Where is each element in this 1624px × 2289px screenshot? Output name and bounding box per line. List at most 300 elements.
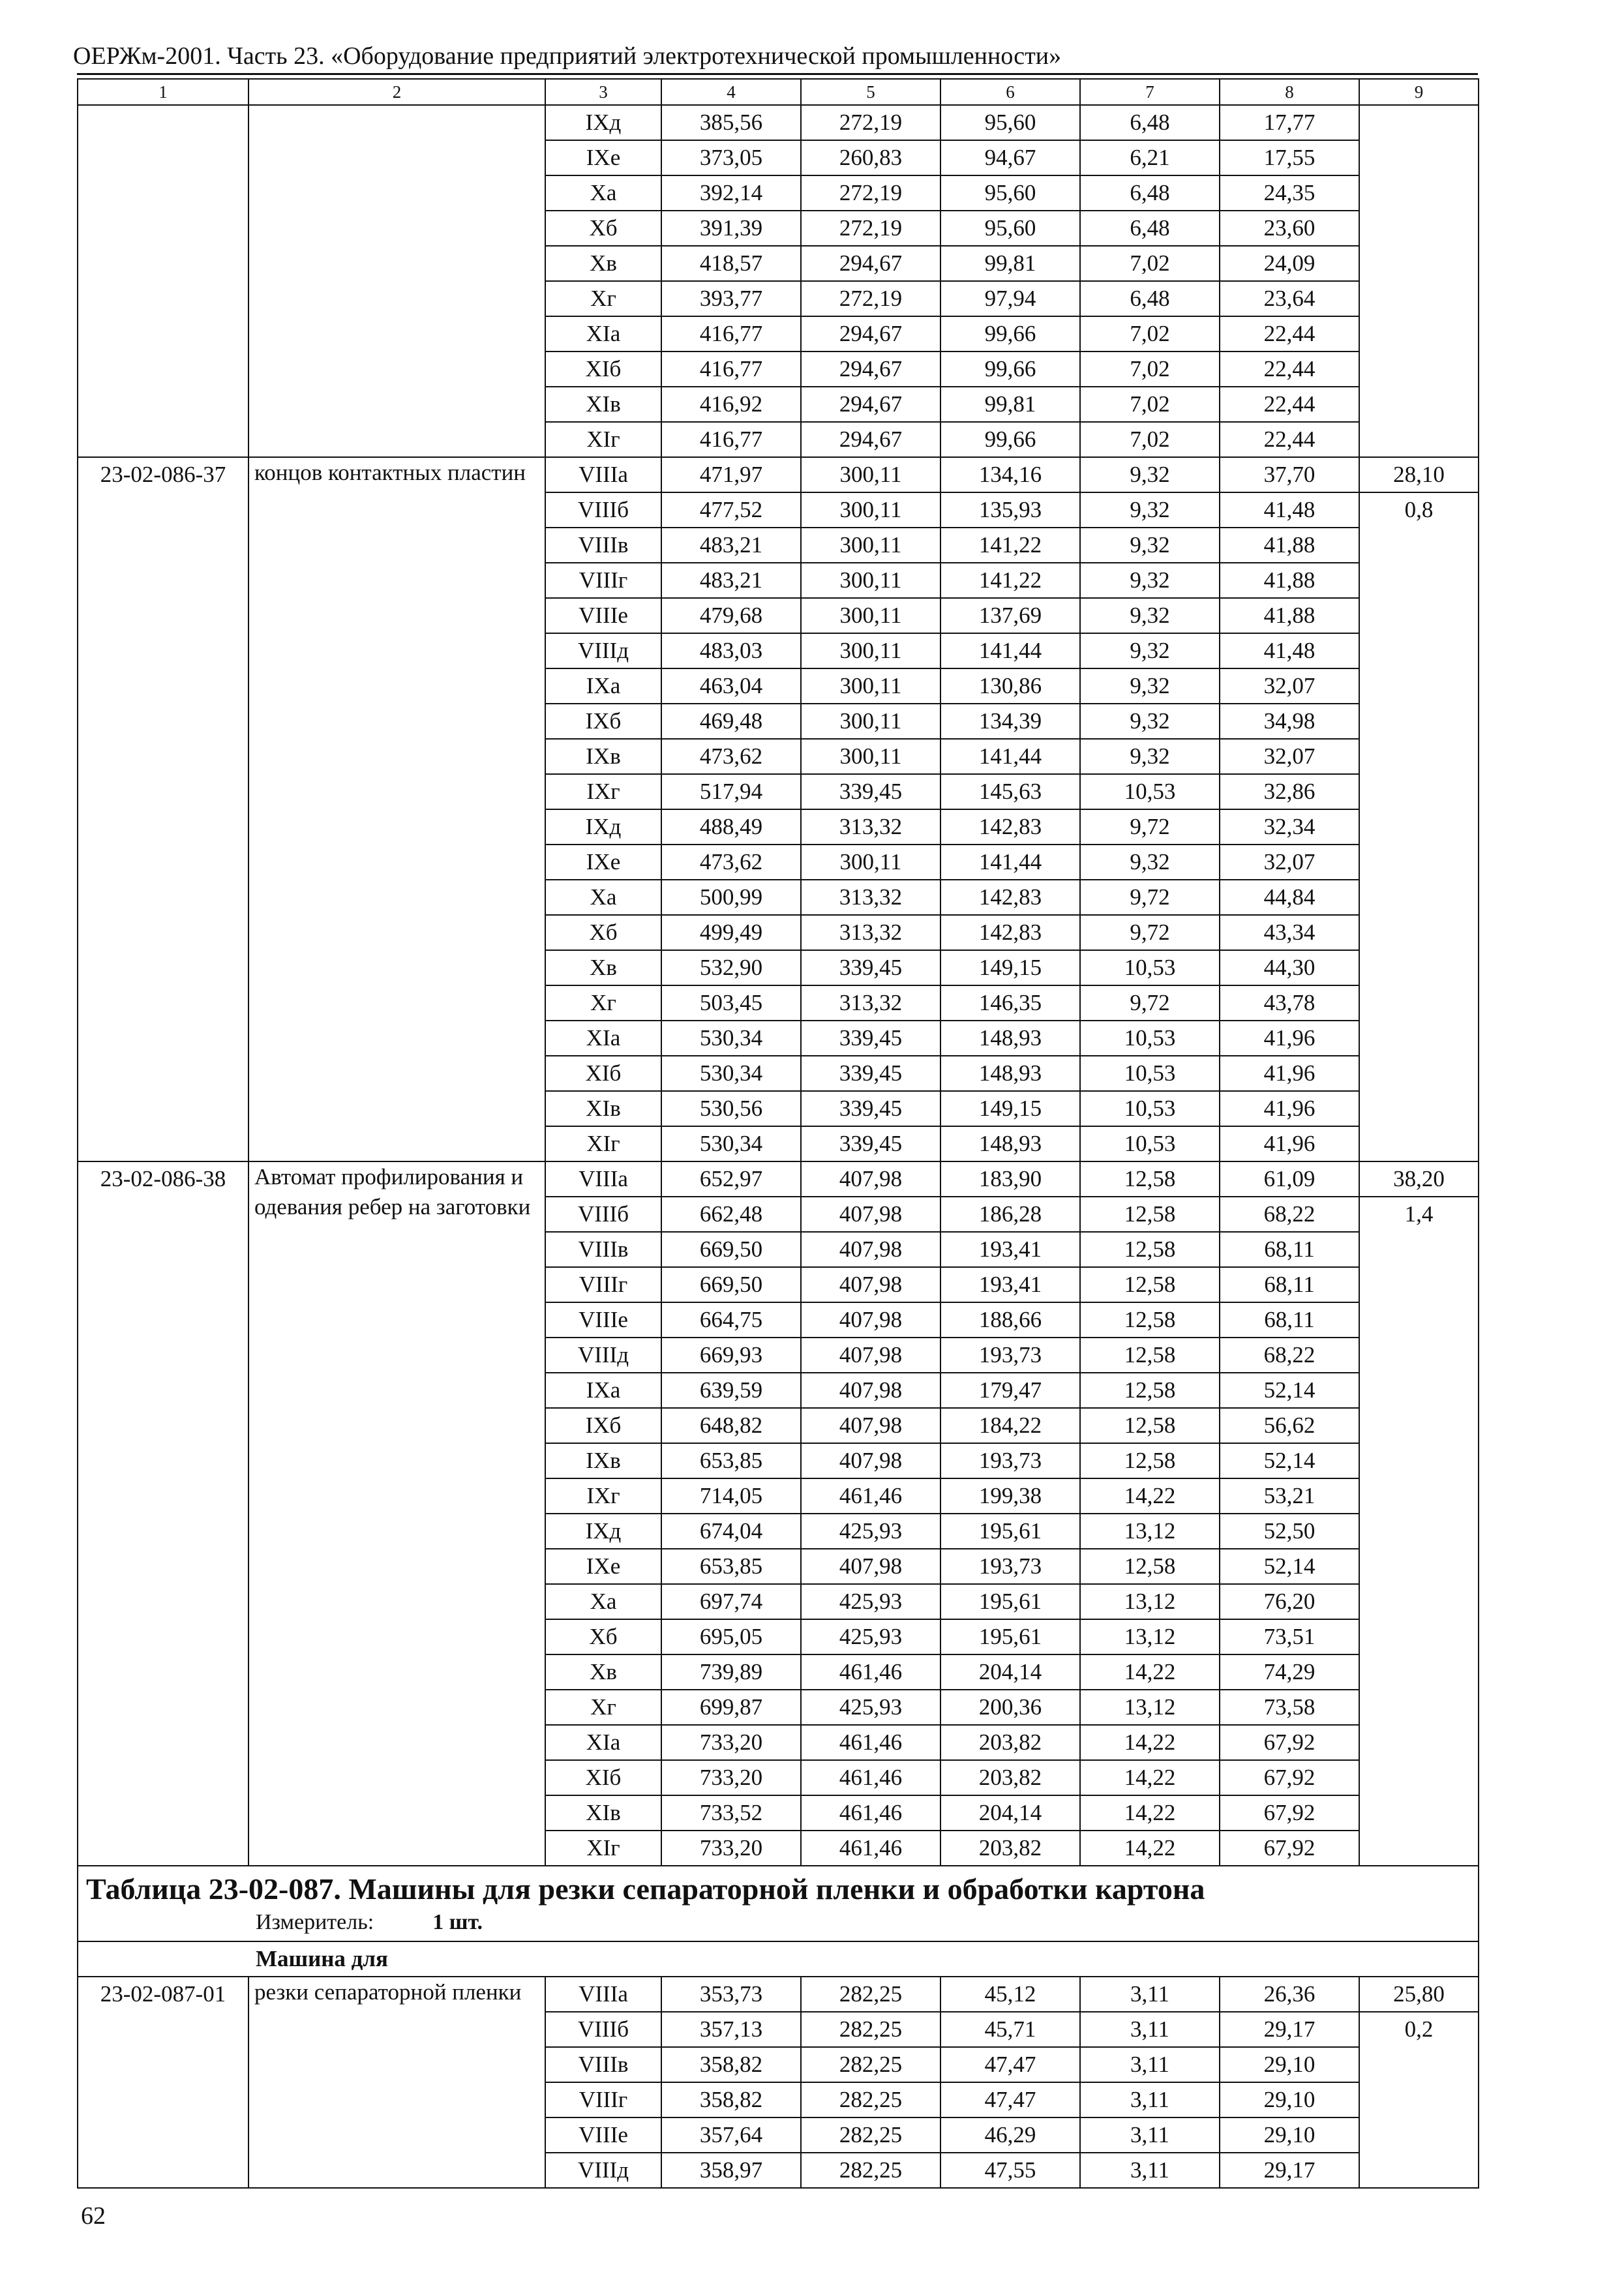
row-code: VIIIг bbox=[545, 1267, 661, 1302]
materials-cost: 68,11 bbox=[1220, 1302, 1359, 1338]
total-cost: 733,20 bbox=[661, 1760, 801, 1795]
item-code: 23-02-087-01 bbox=[78, 1977, 248, 2188]
total-cost: 714,05 bbox=[661, 1478, 801, 1514]
materials-cost: 68,22 bbox=[1220, 1197, 1359, 1232]
machinist-wages: 13,12 bbox=[1080, 1690, 1220, 1725]
machine-cost: 99,66 bbox=[940, 316, 1080, 352]
rates-table bbox=[77, 78, 1479, 2189]
materials-cost: 32,86 bbox=[1220, 774, 1359, 809]
materials-cost: 61,09 bbox=[1220, 1161, 1359, 1197]
materials-cost: 34,98 bbox=[1220, 704, 1359, 739]
total-cost: 669,93 bbox=[661, 1338, 801, 1373]
machine-cost: 188,66 bbox=[940, 1302, 1080, 1338]
row-code: Xб bbox=[545, 1619, 661, 1654]
machine-cost: 97,94 bbox=[940, 281, 1080, 316]
machine-cost: 47,47 bbox=[940, 2082, 1080, 2117]
machine-cost: 141,44 bbox=[940, 633, 1080, 668]
row-code: IXб bbox=[545, 704, 661, 739]
wages: 294,67 bbox=[801, 422, 940, 457]
wages: 294,67 bbox=[801, 246, 940, 281]
total-cost: 652,97 bbox=[661, 1161, 801, 1197]
machine-cost: 145,63 bbox=[940, 774, 1080, 809]
table-title-cell bbox=[78, 1866, 1479, 1941]
materials-cost: 22,44 bbox=[1220, 422, 1359, 457]
group-row bbox=[78, 1941, 1479, 1977]
wages: 272,19 bbox=[801, 175, 940, 211]
machine-cost: 99,66 bbox=[940, 352, 1080, 387]
machinist-wages: 10,53 bbox=[1080, 774, 1220, 809]
machinist-wages: 14,22 bbox=[1080, 1795, 1220, 1831]
materials-cost: 67,92 bbox=[1220, 1795, 1359, 1831]
materials-cost: 43,78 bbox=[1220, 985, 1359, 1021]
total-cost: 358,82 bbox=[661, 2047, 801, 2082]
machinist-wages: 10,53 bbox=[1080, 1091, 1220, 1126]
materials-cost: 41,88 bbox=[1220, 563, 1359, 598]
row-code: IXа bbox=[545, 668, 661, 704]
row-code: Xв bbox=[545, 246, 661, 281]
materials-cost: 17,77 bbox=[1220, 105, 1359, 140]
item-col9-value: 28,10 bbox=[1359, 457, 1479, 492]
materials-cost: 29,17 bbox=[1220, 2012, 1359, 2047]
wages: 407,98 bbox=[801, 1549, 940, 1584]
machine-cost: 45,71 bbox=[940, 2012, 1080, 2047]
row-code: XIв bbox=[545, 387, 661, 422]
total-cost: 697,74 bbox=[661, 1584, 801, 1619]
row-code: Xб bbox=[545, 211, 661, 246]
materials-cost: 32,07 bbox=[1220, 739, 1359, 774]
machine-cost: 95,60 bbox=[940, 211, 1080, 246]
item-code: 23-02-086-37 bbox=[78, 457, 248, 1161]
row-code: VIIIг bbox=[545, 2082, 661, 2117]
machine-cost: 141,22 bbox=[940, 563, 1080, 598]
row-code: VIIIб bbox=[545, 492, 661, 528]
wages: 300,11 bbox=[801, 704, 940, 739]
wages: 339,45 bbox=[801, 950, 940, 985]
total-cost: 353,73 bbox=[661, 1977, 801, 2012]
machinist-wages: 14,22 bbox=[1080, 1831, 1220, 1866]
wages: 294,67 bbox=[801, 387, 940, 422]
materials-cost: 44,30 bbox=[1220, 950, 1359, 985]
wages: 425,93 bbox=[801, 1619, 940, 1654]
machine-cost: 135,93 bbox=[940, 492, 1080, 528]
machine-cost: 142,83 bbox=[940, 809, 1080, 845]
machine-cost: 179,47 bbox=[940, 1373, 1080, 1408]
wages: 300,11 bbox=[801, 492, 940, 528]
row-code: Xа bbox=[545, 880, 661, 915]
machinist-wages: 12,58 bbox=[1080, 1161, 1220, 1197]
table-title: Таблица 23-02-087. Машины для резки сепараторной пленки и обработки картона bbox=[86, 1872, 1205, 1906]
total-cost: 477,52 bbox=[661, 492, 801, 528]
machine-cost: 195,61 bbox=[940, 1514, 1080, 1549]
total-cost: 503,45 bbox=[661, 985, 801, 1021]
total-cost: 385,56 bbox=[661, 105, 801, 140]
total-cost: 473,62 bbox=[661, 845, 801, 880]
machine-cost: 193,73 bbox=[940, 1549, 1080, 1584]
wages: 461,46 bbox=[801, 1831, 940, 1866]
wages: 407,98 bbox=[801, 1232, 940, 1267]
machine-cost: 148,93 bbox=[940, 1021, 1080, 1056]
materials-cost: 29,17 bbox=[1220, 2153, 1359, 2188]
materials-cost: 22,44 bbox=[1220, 316, 1359, 352]
total-cost: 530,34 bbox=[661, 1126, 801, 1161]
wages: 282,25 bbox=[801, 2117, 940, 2153]
materials-cost: 67,92 bbox=[1220, 1760, 1359, 1795]
table-title-row bbox=[78, 1866, 1479, 1941]
machine-cost: 193,41 bbox=[940, 1267, 1080, 1302]
materials-cost: 52,50 bbox=[1220, 1514, 1359, 1549]
wages: 425,93 bbox=[801, 1584, 940, 1619]
wages: 339,45 bbox=[801, 1021, 940, 1056]
column-number: 5 bbox=[801, 79, 940, 105]
machinist-wages: 9,72 bbox=[1080, 915, 1220, 950]
machinist-wages: 12,58 bbox=[1080, 1302, 1220, 1338]
row-code: IXг bbox=[545, 1478, 661, 1514]
machine-cost: 200,36 bbox=[940, 1690, 1080, 1725]
machine-cost: 204,14 bbox=[940, 1795, 1080, 1831]
materials-cost: 24,09 bbox=[1220, 246, 1359, 281]
materials-cost: 41,88 bbox=[1220, 528, 1359, 563]
row-code: VIIIг bbox=[545, 563, 661, 598]
materials-cost: 68,11 bbox=[1220, 1232, 1359, 1267]
machinist-wages: 7,02 bbox=[1080, 422, 1220, 457]
total-cost: 416,92 bbox=[661, 387, 801, 422]
item-col9-value: 0,8 bbox=[1359, 492, 1479, 1161]
total-cost: 471,97 bbox=[661, 457, 801, 492]
materials-cost: 67,92 bbox=[1220, 1831, 1359, 1866]
machinist-wages: 3,11 bbox=[1080, 2012, 1220, 2047]
materials-cost: 44,84 bbox=[1220, 880, 1359, 915]
wages: 300,11 bbox=[801, 845, 940, 880]
row-code: XIв bbox=[545, 1795, 661, 1831]
table-row bbox=[78, 1161, 1479, 1197]
running-header: ОЕРЖм-2001. Часть 23. «Оборудование предприятий электротехнической промышленности» bbox=[73, 42, 1062, 70]
wages: 294,67 bbox=[801, 316, 940, 352]
materials-cost: 29,10 bbox=[1220, 2082, 1359, 2117]
machine-cost: 47,47 bbox=[940, 2047, 1080, 2082]
row-code: Xг bbox=[545, 1690, 661, 1725]
wages: 300,11 bbox=[801, 739, 940, 774]
machine-cost: 149,15 bbox=[940, 1091, 1080, 1126]
machine-cost: 141,44 bbox=[940, 845, 1080, 880]
machinist-wages: 3,11 bbox=[1080, 2153, 1220, 2188]
wages: 407,98 bbox=[801, 1161, 940, 1197]
wages: 272,19 bbox=[801, 211, 940, 246]
machinist-wages: 6,48 bbox=[1080, 175, 1220, 211]
machine-cost: 95,60 bbox=[940, 105, 1080, 140]
total-cost: 532,90 bbox=[661, 950, 801, 985]
machine-cost: 193,73 bbox=[940, 1338, 1080, 1373]
materials-cost: 52,14 bbox=[1220, 1373, 1359, 1408]
machinist-wages: 9,32 bbox=[1080, 739, 1220, 774]
row-code: VIIIе bbox=[545, 598, 661, 633]
item-col9-value: 1,4 bbox=[1359, 1197, 1479, 1866]
machinist-wages: 3,11 bbox=[1080, 2047, 1220, 2082]
row-code: VIIIе bbox=[545, 1302, 661, 1338]
wages: 300,11 bbox=[801, 563, 940, 598]
total-cost: 530,56 bbox=[661, 1091, 801, 1126]
materials-cost: 26,36 bbox=[1220, 1977, 1359, 2012]
materials-cost: 41,48 bbox=[1220, 633, 1359, 668]
row-code: XIб bbox=[545, 1760, 661, 1795]
machinist-wages: 10,53 bbox=[1080, 1021, 1220, 1056]
wages: 282,25 bbox=[801, 2012, 940, 2047]
machine-cost: 199,38 bbox=[940, 1478, 1080, 1514]
wages: 294,67 bbox=[801, 352, 940, 387]
machinist-wages: 10,53 bbox=[1080, 950, 1220, 985]
machinist-wages: 7,02 bbox=[1080, 316, 1220, 352]
wages: 300,11 bbox=[801, 633, 940, 668]
extra-cell bbox=[1359, 105, 1479, 457]
machine-cost: 134,16 bbox=[940, 457, 1080, 492]
row-code: XIг bbox=[545, 1126, 661, 1161]
machine-cost: 195,61 bbox=[940, 1584, 1080, 1619]
total-cost: 469,48 bbox=[661, 704, 801, 739]
machine-cost: 137,69 bbox=[940, 598, 1080, 633]
wages: 339,45 bbox=[801, 1091, 940, 1126]
row-code: IXе bbox=[545, 845, 661, 880]
machine-cost: 47,55 bbox=[940, 2153, 1080, 2188]
machine-cost: 94,67 bbox=[940, 140, 1080, 175]
total-cost: 699,87 bbox=[661, 1690, 801, 1725]
total-cost: 357,13 bbox=[661, 2012, 801, 2047]
wages: 339,45 bbox=[801, 774, 940, 809]
column-number: 9 bbox=[1359, 79, 1479, 105]
column-number: 2 bbox=[248, 79, 545, 105]
item-name: Автомат профилирования и одевания ребер на заготовки bbox=[248, 1161, 545, 1866]
wages: 300,11 bbox=[801, 668, 940, 704]
total-cost: 500,99 bbox=[661, 880, 801, 915]
column-number-row bbox=[78, 79, 1479, 105]
machine-cost: 99,66 bbox=[940, 422, 1080, 457]
total-cost: 674,04 bbox=[661, 1514, 801, 1549]
column-number: 7 bbox=[1080, 79, 1220, 105]
machine-cost: 148,93 bbox=[940, 1056, 1080, 1091]
wages: 313,32 bbox=[801, 985, 940, 1021]
machinist-wages: 12,58 bbox=[1080, 1443, 1220, 1478]
materials-cost: 53,21 bbox=[1220, 1478, 1359, 1514]
wages: 407,98 bbox=[801, 1302, 940, 1338]
total-cost: 733,52 bbox=[661, 1795, 801, 1831]
wages: 282,25 bbox=[801, 2082, 940, 2117]
total-cost: 530,34 bbox=[661, 1021, 801, 1056]
column-number: 4 bbox=[661, 79, 801, 105]
row-code: IXв bbox=[545, 1443, 661, 1478]
wages: 461,46 bbox=[801, 1478, 940, 1514]
materials-cost: 52,14 bbox=[1220, 1549, 1359, 1584]
total-cost: 373,05 bbox=[661, 140, 801, 175]
row-code: XIа bbox=[545, 1021, 661, 1056]
machinist-wages: 9,72 bbox=[1080, 985, 1220, 1021]
materials-cost: 32,07 bbox=[1220, 668, 1359, 704]
total-cost: 653,85 bbox=[661, 1549, 801, 1584]
row-code: VIIIв bbox=[545, 528, 661, 563]
machine-cost: 204,14 bbox=[940, 1654, 1080, 1690]
materials-cost: 73,51 bbox=[1220, 1619, 1359, 1654]
machine-cost: 149,15 bbox=[940, 950, 1080, 985]
machine-cost: 193,73 bbox=[940, 1443, 1080, 1478]
machinist-wages: 14,22 bbox=[1080, 1478, 1220, 1514]
wages: 282,25 bbox=[801, 2047, 940, 2082]
materials-cost: 32,34 bbox=[1220, 809, 1359, 845]
wages: 461,46 bbox=[801, 1654, 940, 1690]
materials-cost: 23,64 bbox=[1220, 281, 1359, 316]
materials-cost: 67,92 bbox=[1220, 1725, 1359, 1760]
materials-cost: 41,96 bbox=[1220, 1056, 1359, 1091]
row-code: Xг bbox=[545, 985, 661, 1021]
materials-cost: 23,60 bbox=[1220, 211, 1359, 246]
machinist-wages: 9,32 bbox=[1080, 704, 1220, 739]
wages: 313,32 bbox=[801, 809, 940, 845]
item-name: резки сепараторной пленки bbox=[248, 1977, 545, 2188]
row-code: XIа bbox=[545, 1725, 661, 1760]
row-code: Xб bbox=[545, 915, 661, 950]
row-code: IXб bbox=[545, 1408, 661, 1443]
machinist-wages: 12,58 bbox=[1080, 1373, 1220, 1408]
machinist-wages: 10,53 bbox=[1080, 1056, 1220, 1091]
wages: 407,98 bbox=[801, 1373, 940, 1408]
total-cost: 488,49 bbox=[661, 809, 801, 845]
machine-cost: 203,82 bbox=[940, 1725, 1080, 1760]
row-code: IXе bbox=[545, 140, 661, 175]
row-code: XIв bbox=[545, 1091, 661, 1126]
header-rule bbox=[77, 73, 1478, 75]
machinist-wages: 7,02 bbox=[1080, 387, 1220, 422]
wages: 282,25 bbox=[801, 2153, 940, 2188]
row-code: XIб bbox=[545, 1056, 661, 1091]
row-code: VIIIв bbox=[545, 2047, 661, 2082]
row-code: Xа bbox=[545, 175, 661, 211]
machine-cost: 46,29 bbox=[940, 2117, 1080, 2153]
machinist-wages: 10,53 bbox=[1080, 1126, 1220, 1161]
row-code: XIг bbox=[545, 422, 661, 457]
row-code: VIIIа bbox=[545, 457, 661, 492]
total-cost: 483,21 bbox=[661, 528, 801, 563]
wages: 272,19 bbox=[801, 105, 940, 140]
machinist-wages: 12,58 bbox=[1080, 1197, 1220, 1232]
materials-cost: 56,62 bbox=[1220, 1408, 1359, 1443]
column-number: 1 bbox=[78, 79, 248, 105]
wages: 272,19 bbox=[801, 281, 940, 316]
total-cost: 653,85 bbox=[661, 1443, 801, 1478]
machine-cost: 203,82 bbox=[940, 1831, 1080, 1866]
machinist-wages: 7,02 bbox=[1080, 246, 1220, 281]
code-cell bbox=[78, 105, 248, 457]
materials-cost: 32,07 bbox=[1220, 845, 1359, 880]
machinist-wages: 14,22 bbox=[1080, 1760, 1220, 1795]
machinist-wages: 12,58 bbox=[1080, 1338, 1220, 1373]
page-number: 62 bbox=[81, 2202, 106, 2230]
row-code: VIIIб bbox=[545, 2012, 661, 2047]
machine-cost: 183,90 bbox=[940, 1161, 1080, 1197]
wages: 282,25 bbox=[801, 1977, 940, 2012]
table-row bbox=[78, 105, 1479, 140]
materials-cost: 74,29 bbox=[1220, 1654, 1359, 1690]
machinist-wages: 3,11 bbox=[1080, 1977, 1220, 2012]
materials-cost: 41,96 bbox=[1220, 1126, 1359, 1161]
row-code: IXд bbox=[545, 809, 661, 845]
wages: 300,11 bbox=[801, 528, 940, 563]
total-cost: 648,82 bbox=[661, 1408, 801, 1443]
machinist-wages: 9,32 bbox=[1080, 598, 1220, 633]
machinist-wages: 9,72 bbox=[1080, 880, 1220, 915]
machinist-wages: 12,58 bbox=[1080, 1267, 1220, 1302]
item-name: концов контактных пластин bbox=[248, 457, 545, 1161]
table-row bbox=[78, 457, 1479, 492]
total-cost: 358,97 bbox=[661, 2153, 801, 2188]
total-cost: 416,77 bbox=[661, 352, 801, 387]
machinist-wages: 13,12 bbox=[1080, 1514, 1220, 1549]
unit-label: Измеритель: bbox=[256, 1910, 374, 1934]
wages: 339,45 bbox=[801, 1126, 940, 1161]
machinist-wages: 14,22 bbox=[1080, 1654, 1220, 1690]
wages: 461,46 bbox=[801, 1760, 940, 1795]
row-code: VIIIа bbox=[545, 1161, 661, 1197]
machinist-wages: 3,11 bbox=[1080, 2117, 1220, 2153]
row-code: VIIIб bbox=[545, 1197, 661, 1232]
machinist-wages: 6,48 bbox=[1080, 211, 1220, 246]
machinist-wages: 9,32 bbox=[1080, 845, 1220, 880]
machine-cost: 142,83 bbox=[940, 915, 1080, 950]
machinist-wages: 12,58 bbox=[1080, 1408, 1220, 1443]
wages: 300,11 bbox=[801, 598, 940, 633]
group-label: Машина для bbox=[78, 1941, 1479, 1977]
name-cell bbox=[248, 105, 545, 457]
materials-cost: 41,96 bbox=[1220, 1091, 1359, 1126]
machine-cost: 146,35 bbox=[940, 985, 1080, 1021]
wages: 461,46 bbox=[801, 1795, 940, 1831]
materials-cost: 68,22 bbox=[1220, 1338, 1359, 1373]
wages: 300,11 bbox=[801, 457, 940, 492]
total-cost: 639,59 bbox=[661, 1373, 801, 1408]
machinist-wages: 14,22 bbox=[1080, 1725, 1220, 1760]
machinist-wages: 7,02 bbox=[1080, 352, 1220, 387]
row-code: XIг bbox=[545, 1831, 661, 1866]
column-number: 8 bbox=[1220, 79, 1359, 105]
total-cost: 393,77 bbox=[661, 281, 801, 316]
machinist-wages: 13,12 bbox=[1080, 1619, 1220, 1654]
total-cost: 418,57 bbox=[661, 246, 801, 281]
materials-cost: 22,44 bbox=[1220, 352, 1359, 387]
machinist-wages: 9,32 bbox=[1080, 633, 1220, 668]
machinist-wages: 9,72 bbox=[1080, 809, 1220, 845]
row-code: VIIIд bbox=[545, 633, 661, 668]
total-cost: 416,77 bbox=[661, 422, 801, 457]
machine-cost: 99,81 bbox=[940, 387, 1080, 422]
machine-cost: 193,41 bbox=[940, 1232, 1080, 1267]
wages: 260,83 bbox=[801, 140, 940, 175]
row-code: Xг bbox=[545, 281, 661, 316]
machine-cost: 186,28 bbox=[940, 1197, 1080, 1232]
machinist-wages: 9,32 bbox=[1080, 563, 1220, 598]
total-cost: 479,68 bbox=[661, 598, 801, 633]
total-cost: 463,04 bbox=[661, 668, 801, 704]
materials-cost: 29,10 bbox=[1220, 2047, 1359, 2082]
row-code: IXв bbox=[545, 739, 661, 774]
wages: 339,45 bbox=[801, 1056, 940, 1091]
unit-value: 1 шт. bbox=[432, 1910, 483, 1934]
total-cost: 358,82 bbox=[661, 2082, 801, 2117]
total-cost: 391,39 bbox=[661, 211, 801, 246]
machinist-wages: 12,58 bbox=[1080, 1232, 1220, 1267]
machinist-wages: 6,48 bbox=[1080, 105, 1220, 140]
total-cost: 669,50 bbox=[661, 1232, 801, 1267]
machinist-wages: 13,12 bbox=[1080, 1584, 1220, 1619]
machine-cost: 195,61 bbox=[940, 1619, 1080, 1654]
machinist-wages: 12,58 bbox=[1080, 1549, 1220, 1584]
row-code: VIIIд bbox=[545, 1338, 661, 1373]
wages: 407,98 bbox=[801, 1408, 940, 1443]
machine-cost: 134,39 bbox=[940, 704, 1080, 739]
